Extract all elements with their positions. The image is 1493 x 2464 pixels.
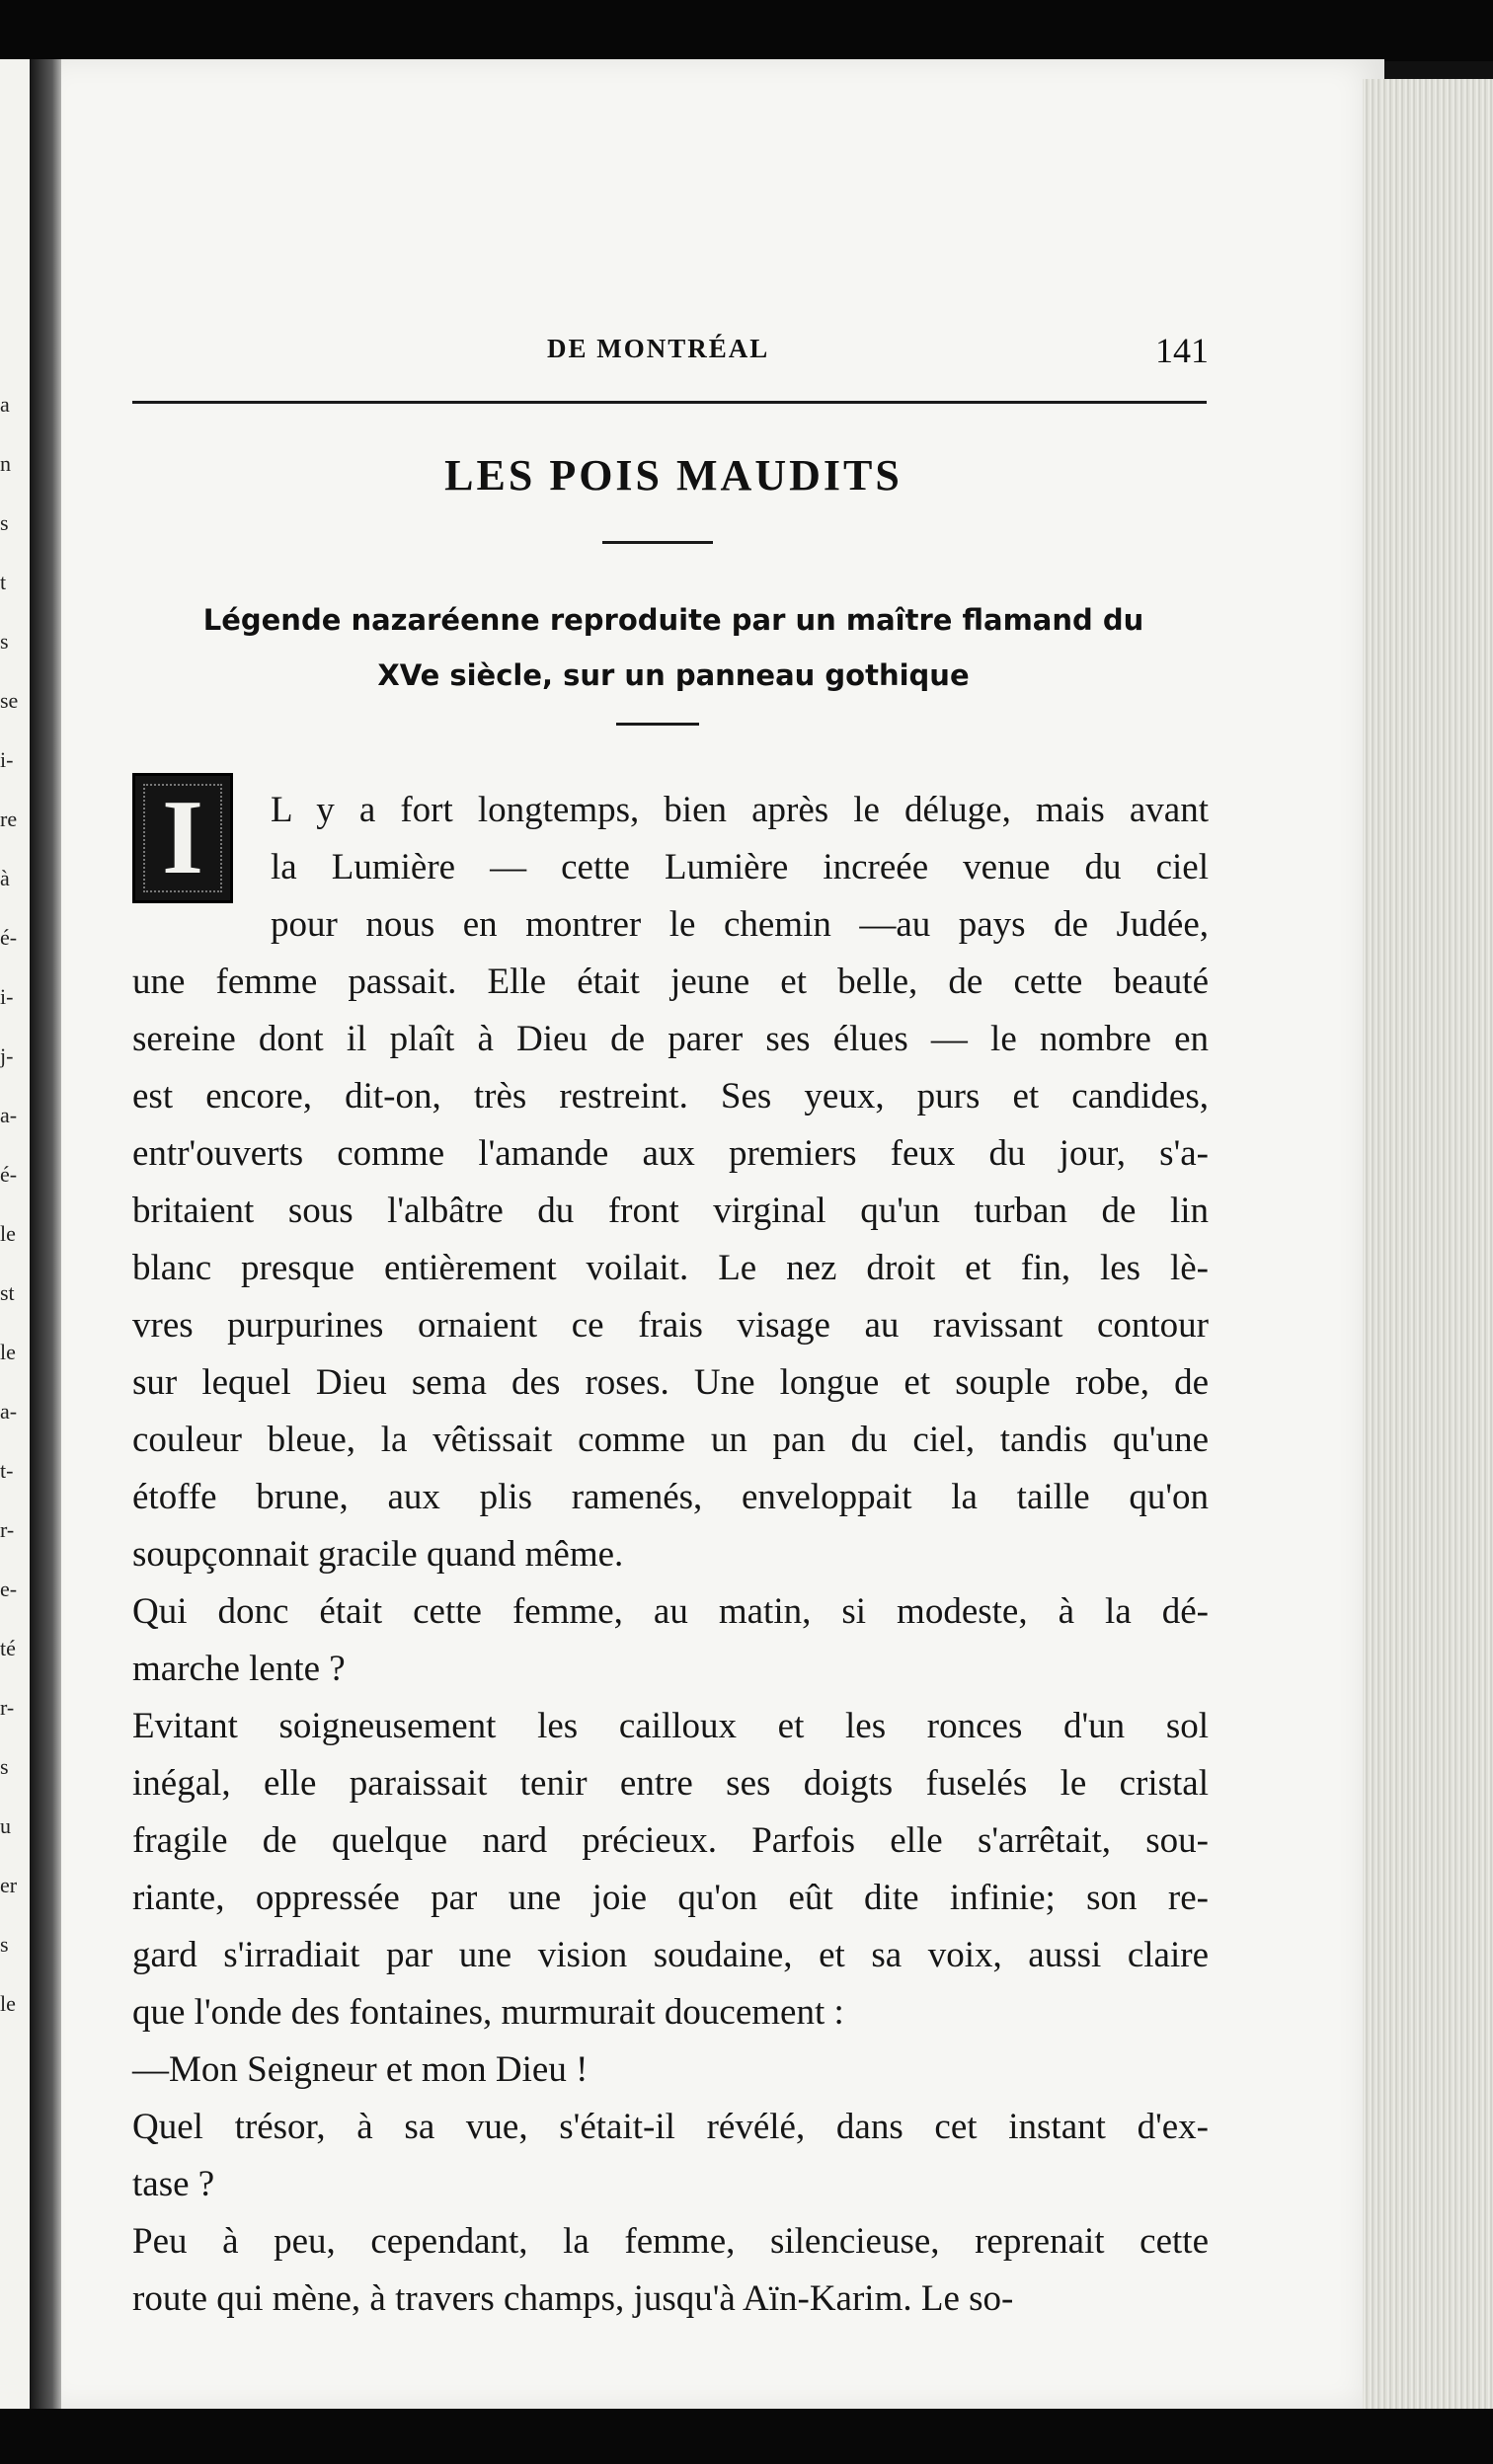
previous-page-fragment: à xyxy=(0,866,10,890)
text-line: fragile de quelque nard précieux. Parfois elle s'arrêtait, sou- xyxy=(132,1820,1209,1861)
text-line: gard s'irradiait par une vision soudaine, et sa voix, aussi claire xyxy=(132,1935,1209,1975)
page-number: 141 xyxy=(1155,331,1209,370)
previous-page-fragment: s xyxy=(0,1932,9,1957)
text-line: une femme passait. Elle était jeune et belle, de cette beauté xyxy=(132,962,1209,1002)
previous-page-fragment: i- xyxy=(0,984,14,1009)
text-line: soupçonnait gracile quand même. xyxy=(132,1534,624,1575)
text-line: est encore, dit-on, très restreint. Ses yeux, purs et candides, xyxy=(132,1076,1209,1116)
chapter-title: LES POIS MAUDITS xyxy=(444,451,903,500)
text-line: Quel trésor, à sa vue, s'était-il révélé, dans cet instant d'ex- xyxy=(132,2107,1209,2147)
text-line: blanc presque entièrement voilait. Le nez droit et fin, les lè- xyxy=(132,1248,1209,1288)
text-line: Qui donc était cette femme, au matin, si modeste, à la dé- xyxy=(132,1591,1209,1632)
scan-bottom-border xyxy=(0,2409,1493,2464)
previous-page-fragment: u xyxy=(0,1813,11,1838)
previous-page-fragment: le xyxy=(0,1221,16,1246)
page-stack-edges xyxy=(1363,79,1493,2409)
title-rule-top xyxy=(602,541,713,544)
previous-page-fragment: s xyxy=(0,629,9,654)
scan-top-border xyxy=(0,0,1493,61)
running-head: DE MONTRÉAL xyxy=(547,334,770,363)
text-line: —Mon Seigneur et mon Dieu ! xyxy=(132,2049,589,2090)
body-text xyxy=(132,779,1209,2328)
previous-page-fragment: r- xyxy=(0,1695,15,1720)
previous-page-fragment: é- xyxy=(0,1162,18,1187)
text-line: vres purpurines ornaient ce frais visage au ravissant contour xyxy=(132,1305,1209,1346)
text-line: que l'onde des fontaines, murmurait doucement : xyxy=(132,1992,844,2033)
previous-page-fragment: s xyxy=(0,1754,9,1779)
previous-page-fragment: st xyxy=(0,1280,15,1305)
previous-page-text-fragments xyxy=(0,375,24,2034)
previous-page-fragment: té xyxy=(0,1636,16,1660)
previous-page-fragment: r- xyxy=(0,1517,15,1542)
previous-page-fragment: j- xyxy=(0,1043,14,1068)
text-line: marche lente ? xyxy=(132,1649,346,1689)
previous-page-fragment: a xyxy=(0,392,10,417)
text-line: entr'ouverts comme l'amande aux premiers feux du jour, s'a- xyxy=(132,1133,1209,1174)
previous-page-fragment: s xyxy=(0,510,9,535)
previous-page-fragment: re xyxy=(0,807,18,831)
previous-page-fragment: a- xyxy=(0,1399,18,1424)
previous-page-fragment: t- xyxy=(0,1458,14,1483)
text-line: britaient sous l'albâtre du front virginal qu'un turban de lin xyxy=(132,1191,1209,1231)
previous-page-fragment: t xyxy=(0,570,7,594)
text-line: Evitant soigneusement les cailloux et les ronces d'un sol xyxy=(132,1706,1209,1746)
previous-page-fragment: se xyxy=(0,688,19,713)
previous-page-fragment: le xyxy=(0,1991,16,2016)
text-line: L y a fort longtemps, bien après le déluge, mais avant xyxy=(271,790,1209,830)
previous-page-fragment: i- xyxy=(0,747,14,772)
text-line: sereine dont il plaît à Dieu de parer ses élues — le nombre en xyxy=(132,1019,1209,1059)
previous-page-fragment: e- xyxy=(0,1577,18,1601)
subtitle-line: Légende nazaréenne reproduite par un maître flamand du xyxy=(202,603,1144,637)
book-page xyxy=(61,59,1384,2409)
previous-page-edge xyxy=(0,59,34,2409)
text-line: route qui mène, à travers champs, jusqu'à Aïn-Karim. Le so- xyxy=(132,2278,1014,2319)
text-line: inégal, elle paraissait tenir entre ses doigts fuselés le cristal xyxy=(132,1763,1209,1804)
text-line: sur lequel Dieu sema des roses. Une longue et souple robe, de xyxy=(132,1362,1209,1403)
previous-page-fragment: n xyxy=(0,451,11,476)
text-line: riante, oppressée par une joie qu'on eût dite infinie; son re- xyxy=(132,1878,1209,1918)
text-line: pour nous en montrer le chemin —au pays de Judée, xyxy=(271,904,1209,945)
text-line: couleur bleue, la vêtissait comme un pan du ciel, tandis qu'une xyxy=(132,1420,1209,1460)
previous-page-fragment: a- xyxy=(0,1103,18,1127)
previous-page-fragment: er xyxy=(0,1873,18,1897)
subtitle-line: XVe siècle, sur un panneau gothique xyxy=(377,658,970,692)
chapter-subtitle xyxy=(160,592,1187,703)
previous-page-fragment: é- xyxy=(0,925,18,950)
previous-page-fragment: le xyxy=(0,1340,16,1364)
drop-cap-letter: I xyxy=(161,779,204,896)
header-rule xyxy=(132,401,1207,404)
text-line: étoffe brune, aux plis ramenés, enveloppait la taille qu'on xyxy=(132,1477,1209,1517)
title-rule-bottom xyxy=(616,723,699,726)
text-line: tase ? xyxy=(132,2164,215,2204)
text-line: la Lumière — cette Lumière increée venue du ciel xyxy=(271,847,1209,887)
text-line: Peu à peu, cependant, la femme, silencieuse, reprenait cette xyxy=(132,2221,1209,2262)
